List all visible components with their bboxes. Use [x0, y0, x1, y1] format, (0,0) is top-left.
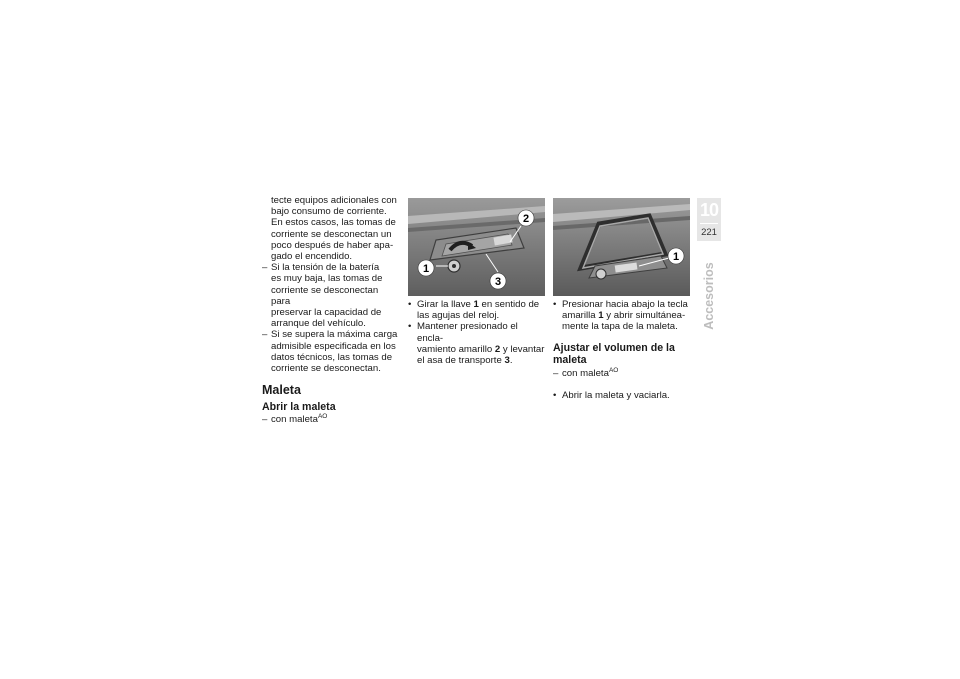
text-run: amarilla	[562, 310, 599, 322]
heading-line: maleta	[553, 353, 587, 366]
dash-item-battery	[262, 262, 398, 329]
text-line: gado el encendido.	[271, 251, 353, 263]
text-run: y levantar	[500, 343, 545, 355]
dash-item-max-load	[262, 329, 398, 374]
option-text: con maleta	[562, 367, 609, 379]
text-line: arranque del vehículo.	[271, 318, 366, 330]
bullet-press-latch	[408, 321, 545, 366]
callout-2: 2	[522, 213, 530, 225]
bullet-turn-key	[408, 299, 545, 321]
option-code: AO	[608, 366, 619, 374]
text-line: las agujas del reloj.	[417, 310, 500, 322]
chapter-number: 10	[699, 200, 719, 220]
continued-paragraph	[262, 195, 398, 262]
text-line: poco después de haber apa-	[271, 239, 394, 251]
bullet-empty-case: • Abrir la maleta y vaciarla.	[553, 390, 690, 401]
chapter-title-vertical: Accesorios	[702, 262, 716, 330]
chapter-divider	[700, 223, 718, 224]
ref-number: 2	[494, 343, 501, 355]
option-line	[553, 368, 690, 379]
callout-1: 1	[672, 251, 680, 263]
text-line: corriente se desconectan.	[271, 363, 381, 375]
page-number: 221	[701, 227, 717, 238]
heading-line: Ajustar el volumen de la	[553, 341, 675, 354]
text-line: • Presionar hacia abajo la tecla	[562, 299, 688, 310]
text-line: • Mantener presionado el encla-	[417, 321, 518, 344]
text-run: el asa de transporte	[417, 355, 505, 367]
text-line: preservar la capacidad de	[271, 307, 382, 319]
subsection-heading: Abrir la maleta	[262, 401, 336, 414]
photo-case-lock	[408, 198, 545, 296]
text-run: vamiento amarillo	[417, 343, 495, 355]
text-column-3	[553, 299, 690, 401]
text-run: .	[509, 355, 513, 367]
text-run: en sentido de	[478, 299, 540, 310]
bullet-press-key	[553, 299, 690, 333]
ref-number: 1	[598, 310, 604, 322]
section-heading: Maleta	[262, 383, 301, 398]
option-text: con maleta	[271, 413, 318, 425]
text-line: es muy baja, las tomas de	[271, 273, 383, 285]
text-line: En estos casos, las tomas de	[271, 217, 396, 229]
ref-number: 1	[473, 299, 479, 310]
text-line: mente la tapa de la maleta.	[562, 321, 678, 333]
photo-case-open	[553, 198, 690, 296]
option-code: AO	[317, 412, 328, 420]
text-line: datos técnicos, las tomas de	[271, 351, 393, 363]
text-run: Girar la llave	[417, 299, 474, 310]
text-line: tecte equipos adicionales con	[271, 195, 397, 206]
text-line: bajo consumo de corriente.	[271, 206, 387, 218]
callout-3: 3	[494, 276, 502, 288]
option-line	[262, 414, 398, 425]
text-line: corriente se desconectan para	[271, 284, 379, 307]
text-column-1	[262, 195, 398, 425]
callout-1: 1	[422, 263, 430, 275]
ref-number: 3	[504, 355, 510, 367]
photo-case-open-illustration	[553, 198, 690, 296]
photo-case-lock-illustration	[408, 198, 545, 296]
text-line: admisible especificada en los	[271, 340, 396, 352]
text-line: – Si se supera la máxima carga	[271, 329, 398, 341]
text-run: y abrir simultánea-	[603, 310, 686, 322]
section-heading-volume	[553, 342, 690, 366]
text-column-2	[408, 299, 545, 366]
text-line: corriente se desconectan un	[271, 228, 392, 240]
text-line: – Si la tensión de la batería	[271, 262, 380, 274]
